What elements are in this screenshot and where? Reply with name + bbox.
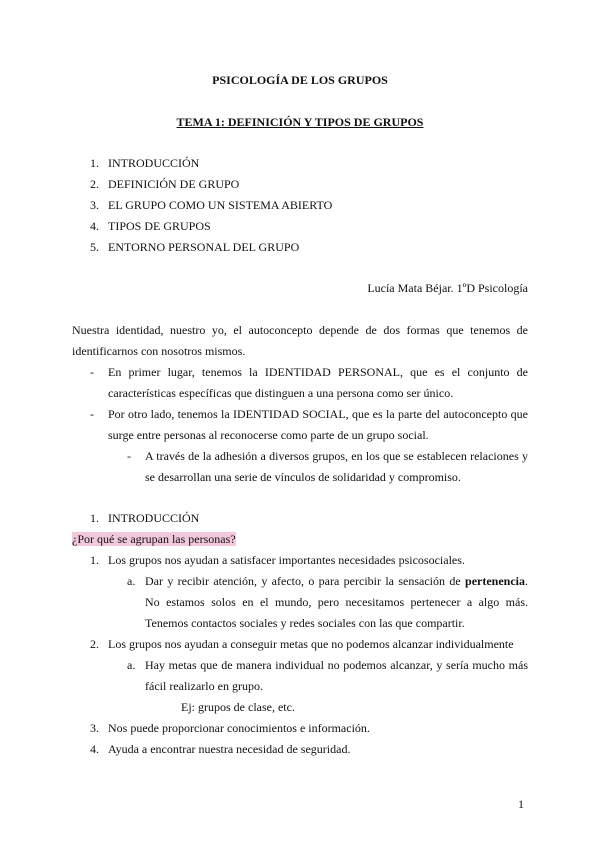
- section-heading: 1. INTRODUCCIÓN: [90, 511, 200, 525]
- example-line: Ej: grupos de clase, etc.: [181, 700, 295, 714]
- highlighted-question: ¿Por qué se agrupan las personas?: [72, 532, 236, 546]
- list-item: a. Dar y recibir atención, y afecto, o para percibir la sensación de pertenencia. No estamos solos en el mundo, pero necesitamos pertenecer a algo más. Tenemos contactos sociales y redes sociales con las que compartir.: [127, 574, 528, 630]
- toc-item: 3. EL GRUPO COMO UN SISTEMA ABIERTO: [90, 198, 333, 212]
- bold-term: pertenencia: [465, 574, 525, 588]
- page-number: 1: [518, 797, 524, 811]
- toc-item: 1. INTRODUCCIÓN: [90, 156, 200, 170]
- list-item: - Por otro lado, tenemos la IDENTIDAD SOCIAL, que es la parte del autoconcepto que surge entre personas al reconocerse como parte de un grupo social.: [90, 407, 528, 442]
- document-title: PSICOLOGÍA DE LOS GRUPOS: [212, 73, 388, 87]
- list-item: 1. Los grupos nos ayudan a satisfacer importantes necesidades psicosociales.: [90, 553, 465, 567]
- intro-paragraph: Nuestra identidad, nuestro yo, el autoconcepto depende de dos formas que tenemos de identificarnos con nosotros mismos.: [72, 323, 528, 358]
- list-item: 3. Nos puede proporcionar conocimientos e información.: [90, 721, 370, 735]
- list-item: - A través de la adhesión a diversos grupos, en los que se establecen relaciones y se desarrollan una serie de vínculos de solidaridad y compromiso.: [127, 449, 528, 484]
- document-subtitle: TEMA 1: DEFINICIÓN Y TIPOS DE GRUPOS: [176, 115, 424, 129]
- list-item: 2. Los grupos nos ayudan a conseguir metas que no podemos alcanzar individualmente: [90, 637, 514, 651]
- list-item: - En primer lugar, tenemos la IDENTIDAD PERSONAL, que es el conjunto de características específicas que distinguen a una persona como ser único.: [90, 365, 528, 400]
- list-item: a. Hay metas que de manera individual no podemos alcanzar, y sería mucho más fácil realizarlo en grupo.: [127, 658, 528, 693]
- toc-item: 5. ENTORNO PERSONAL DEL GRUPO: [90, 240, 300, 254]
- list-item: 4. Ayuda a encontrar nuestra necesidad de seguridad.: [90, 742, 351, 756]
- author-line: Lucía Mata Béjar. 1ºD Psicología: [367, 281, 528, 295]
- toc-item: 4. TIPOS DE GRUPOS: [90, 219, 211, 233]
- toc-item: 2. DEFINICIÓN DE GRUPO: [90, 177, 240, 191]
